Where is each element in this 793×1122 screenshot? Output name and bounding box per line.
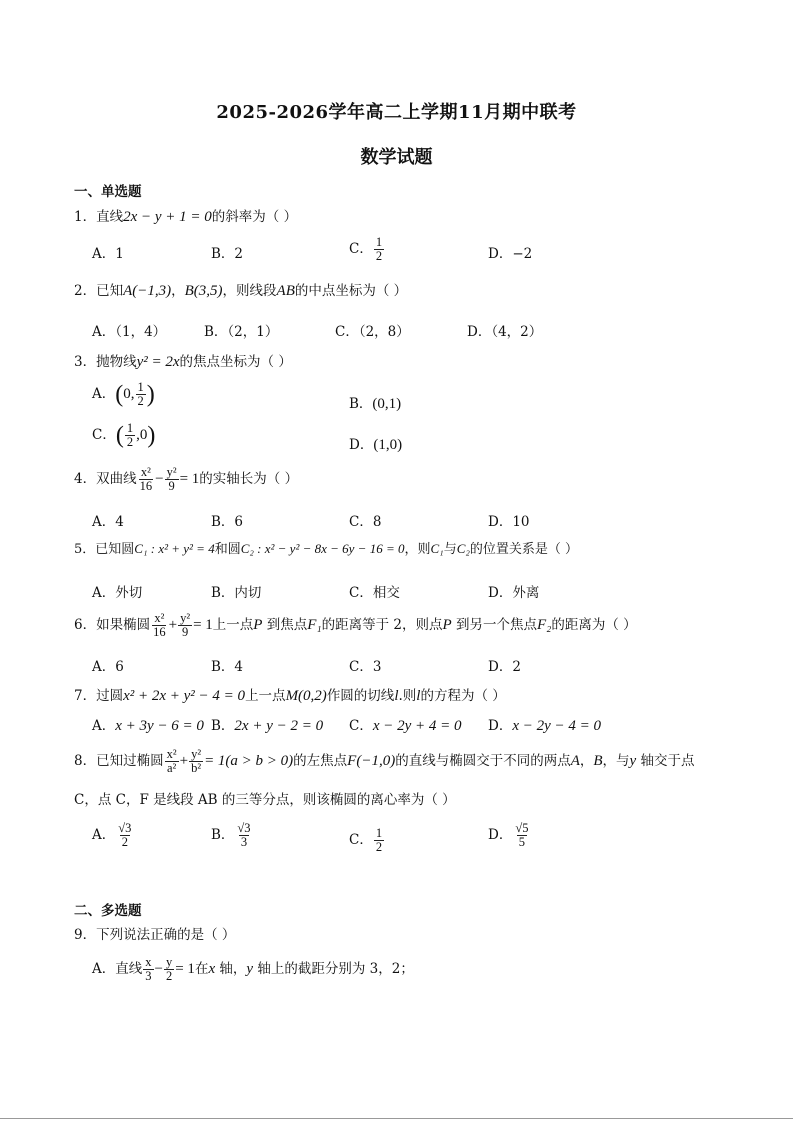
denominator: 5 [518,835,526,850]
question-text: 到焦点 [262,617,308,634]
numerator: x² [154,611,165,625]
question-text: 过圆 [96,688,124,704]
point-a: A [570,753,580,770]
focus-f2: F₂ [537,617,552,634]
fraction [151,612,168,639]
numerator: x [145,955,152,969]
question-4 [74,466,298,493]
option-label: C． [92,427,116,444]
operator: + [179,753,189,770]
question-text: 直线 [96,209,124,225]
q8-option-c [349,827,385,854]
q1-option-c [349,236,385,263]
q1-option-d: D．−2 [488,246,533,262]
numerator: y [165,955,173,969]
fraction [165,748,179,775]
x-axis: x [208,961,216,978]
question-number: 6． [74,617,97,634]
question-text: 已知过椭圆 [96,753,164,770]
q6-option-b: B．4 [211,659,244,675]
fraction [138,466,155,493]
y-axis: y [629,753,637,770]
coordinate: (0,1) [372,396,402,412]
q7-option-c [349,714,462,735]
fraction [189,748,203,775]
q2-option-c: C．（2，8） [335,324,410,340]
question-text: 的位置关系是（ ） [469,542,579,557]
question-8-line-2: C，点 C，F 是线段 AB 的三等分点，则该椭圆的离心率为（ ） [74,792,456,808]
question-1 [74,205,297,226]
q2-option-b: B．（2，1） [204,324,279,340]
numerator: 1 [126,421,134,435]
equation: 2x − y + 1 = 0 [123,209,212,225]
question-text: ， [171,283,185,299]
q2-option-d: D．（4，2） [467,324,543,340]
exam-title: 2025-2026学年高二上学期11月期中联考 [216,102,577,123]
point-p: P [253,617,263,634]
fraction [178,612,192,639]
numerator: √5 [515,821,529,835]
fraction [165,466,179,493]
q8-option-a [92,822,134,849]
denominator: b² [191,761,202,776]
right-paren: ) [146,381,155,408]
option-label: B． [349,396,373,412]
question-text: ，则线段 [222,283,277,299]
option-label: C． [349,832,373,849]
point-m: M(0,2) [285,688,327,704]
q3-option-d [349,433,402,454]
segment-ab: AB [276,283,295,299]
denominator: 2 [121,835,128,850]
coordinate: (1,0) [373,437,403,453]
numerator: 1 [375,826,383,840]
equation: = 1 [193,617,213,634]
question-text: 如果椭圆 [96,617,151,634]
option-text: 在 [194,961,209,978]
question-text: ， [579,753,594,770]
equation: = 1(a > b > 0) [204,753,294,770]
fraction [125,422,135,449]
question-text: 作圆的切线 [326,688,395,704]
circle-c1: C₁ : x² + y² = 4 [134,541,215,556]
question-number: 2． [74,283,97,299]
option-label: A． [92,718,116,734]
q4-option-c: C．8 [349,514,382,530]
option-label: D． [488,718,513,734]
option-label: D． [488,827,513,844]
section-multiple-choice: 二、多选题 [74,903,142,919]
denominator: 9 [168,479,175,494]
exam-subtitle: 数学试题 [360,147,433,168]
y-axis: y [246,961,254,978]
q8-option-d [488,822,531,849]
question-text: ，与 [602,753,630,770]
equation: x − 2y − 4 = 0 [512,718,602,734]
numerator: y² [180,611,191,625]
denominator: 2 [375,840,383,855]
option-text: 轴上的截距分别为 3，2； [253,961,414,978]
coordinate: 0, [123,386,135,403]
question-text: 与 [443,542,457,557]
equation: = 1 [179,471,200,488]
question-text: 上一点 [212,617,254,634]
question-text: 抛物线 [96,354,137,370]
option-label: C． [349,718,373,734]
denominator: 2 [137,394,144,409]
question-number: 3． [74,354,97,370]
question-text: 的左焦点 [293,753,348,770]
fraction [374,236,384,263]
question-8 [74,748,695,775]
q5-option-c: C．相交 [349,585,400,601]
question-number: 5． [74,542,96,557]
operator: − [154,961,163,978]
question-text: 轴交于点 [636,753,695,770]
circle-c1-ref: C₁ [430,541,444,556]
q7-option-a [92,714,204,735]
circle-c2: C₂ : x² − y² − 8x − 6y − 16 = 0 [240,541,405,556]
question-2 [74,279,407,300]
question-7 [74,684,506,705]
numerator: √3 [237,821,251,835]
fraction [235,822,252,849]
q5-option-d: D．外离 [488,585,540,601]
q4-option-d: D．10 [488,514,530,530]
question-number: 9． [74,927,97,943]
fraction [143,956,153,983]
question-text: 上一点 [245,688,286,704]
denominator: 16 [153,625,166,640]
fraction [513,822,530,849]
denominator: 9 [181,625,189,640]
point-b: B(3,5) [184,283,223,299]
question-text: 的中点坐标为（ ） [294,283,408,299]
q5-option-a: A．外切 [92,585,143,601]
numerator: y² [166,465,177,479]
question-number: 7． [74,688,97,704]
numerator: x² [166,747,177,761]
q1-option-a: A．1 [92,246,124,262]
equation: = 1 [175,961,195,978]
focus-f1: F₁ [307,617,322,634]
left-paren: ( [115,381,124,408]
equation: x + 3y − 6 = 0 [115,718,204,734]
q9-option-a [92,956,414,983]
option-label: B． [211,827,235,844]
question-text: 的方程为（ ） [420,688,506,704]
question-text: 到另一个焦点 [451,617,537,634]
denominator: 2 [375,249,383,264]
question-text: ，则 [404,542,431,557]
circle-c2-ref: C₂ [456,541,470,556]
equation: 2x + y − 2 = 0 [234,718,324,734]
numerator: 1 [375,235,383,249]
question-text: 下列说法正确的是（ ） [96,927,236,943]
option-label: D． [349,437,374,453]
option-text: 轴， [215,961,247,978]
question-text: 已知圆 [95,542,135,557]
numerator: x² [140,465,151,479]
equation: y² = 2x [136,354,180,370]
question-number: 1． [74,209,97,225]
section-single-choice: 一、单选题 [74,184,142,200]
fraction [136,381,146,408]
line-l: l [394,688,399,704]
q2-option-a: A．（1，4） [92,324,167,340]
right-paren: ) [147,422,156,449]
question-text: 的焦点坐标为（ ） [179,354,292,370]
denominator: 2 [165,969,173,984]
fraction [116,822,133,849]
coordinate: ,0 [136,427,148,444]
question-text: 已知 [96,283,124,299]
question-text: .则 [398,688,417,704]
denominator: a² [166,761,177,776]
q3-option-b [349,392,401,413]
fraction [164,956,174,983]
operator: + [168,617,178,634]
q3-option-a [92,381,155,408]
question-text: 的距离等于 2，则点 [321,617,443,634]
fraction [374,827,384,854]
question-text: 的直线与椭圆交于不同的两点 [395,753,571,770]
question-text: 的距离为（ ） [551,617,637,634]
option-label: A．直线 [92,961,143,978]
q6-option-a: A．6 [92,659,124,675]
equation: x² + 2x + y² − 4 = 0 [123,688,246,704]
question-text: 和圆 [214,542,241,557]
q3-option-c [92,422,155,449]
option-label: A． [92,386,116,403]
question-3 [74,350,292,371]
option-label: C． [349,241,373,258]
numerator: √3 [118,821,132,835]
question-text: 的实轴长为（ ） [199,471,299,488]
point-a: A(−1,3) [123,283,172,299]
numerator: 1 [137,380,144,394]
operator: − [155,471,164,488]
point-b: B [593,753,603,770]
q4-option-a: A．4 [92,514,124,530]
option-label: A． [92,827,116,844]
line-l: l [416,688,421,704]
left-paren: ( [115,422,124,449]
q6-option-d: D．2 [488,659,521,675]
question-5 [74,538,578,557]
question-9 [74,923,235,943]
question-number: 4． [74,471,97,488]
denominator: 3 [145,969,152,984]
denominator: 3 [240,835,248,850]
question-number: 8． [74,753,97,770]
q1-option-b: B．2 [211,246,244,262]
numerator: y² [191,747,202,761]
point-p: P [442,617,452,634]
page-bottom-divider [0,1118,793,1119]
question-6 [74,612,637,639]
q7-option-d [488,714,601,735]
q7-option-b [211,714,323,735]
denominator: 16 [139,479,153,494]
focus-f: F(−1,0) [347,753,396,770]
q4-option-b: B．6 [211,514,244,530]
question-text: 的斜率为（ ） [211,209,298,225]
question-text: 双曲线 [96,471,137,488]
equation: x − 2y + 4 = 0 [372,718,462,734]
q5-option-b: B．内切 [211,585,262,601]
option-label: B． [211,718,235,734]
denominator: 2 [126,435,134,450]
q8-option-b [211,822,254,849]
q6-option-c: C．3 [349,659,382,675]
